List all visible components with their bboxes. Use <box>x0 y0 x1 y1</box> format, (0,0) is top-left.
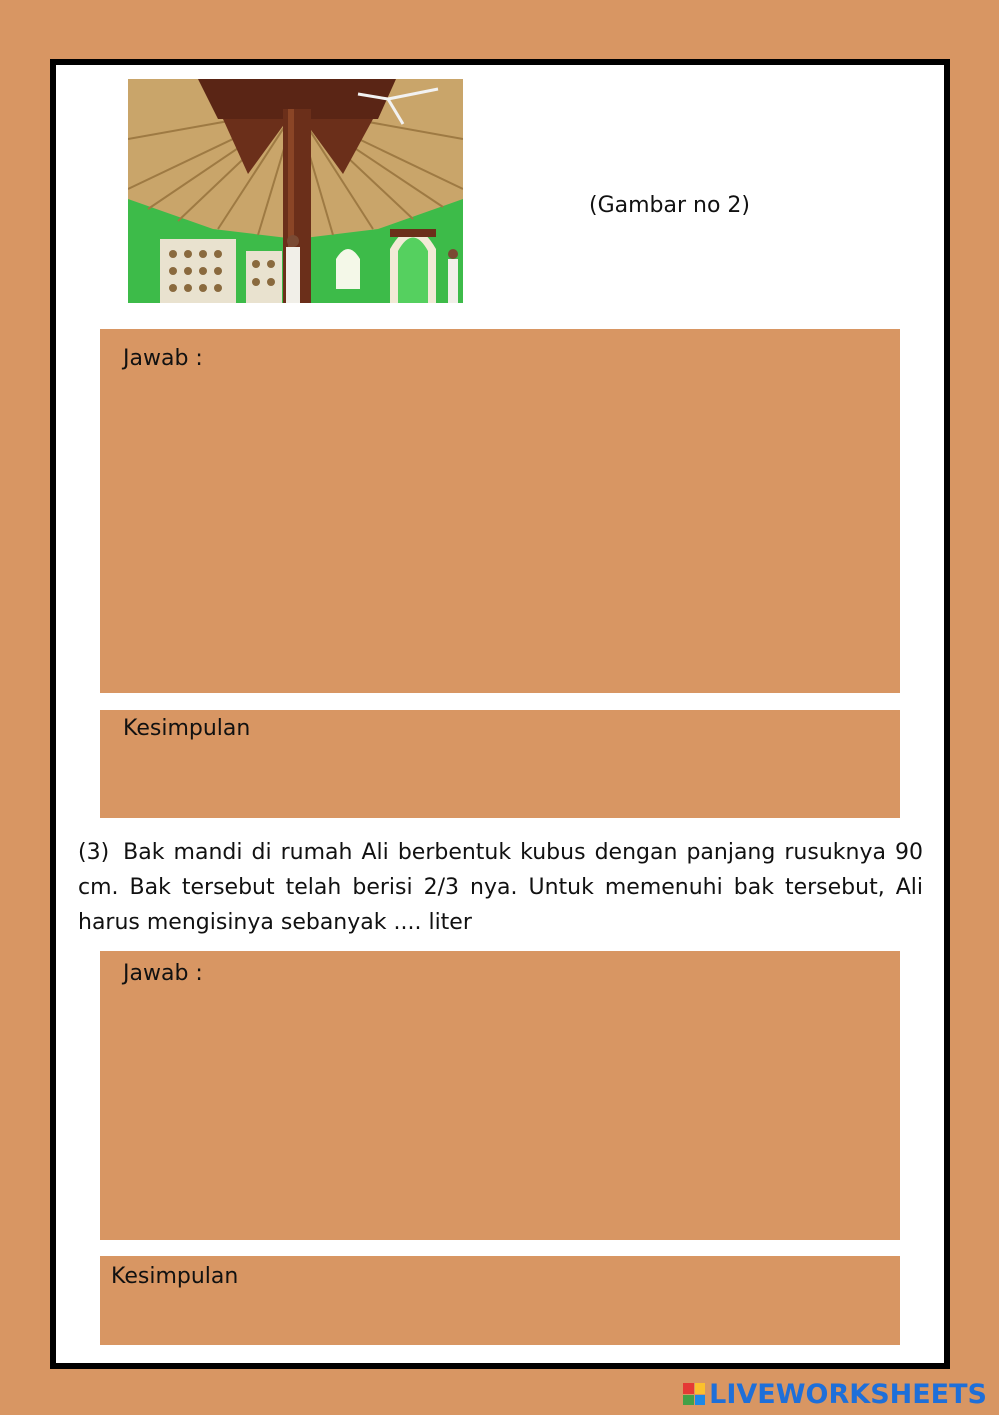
mosque-interior-photo <box>128 79 463 303</box>
answer-label: Jawab : <box>123 961 203 986</box>
answer-box-2[interactable] <box>100 329 900 693</box>
answer-box-3[interactable] <box>100 951 900 1240</box>
conclusion-box-3[interactable] <box>100 1256 900 1345</box>
question-3 <box>78 835 923 940</box>
liveworksheets-brand[interactable] <box>683 1379 987 1409</box>
worksheet-page <box>50 59 950 1369</box>
conclusion-label: Kesimpulan <box>111 1264 239 1289</box>
question-number: (3) <box>78 840 110 865</box>
answer-label: Jawab : <box>123 346 203 371</box>
image-caption: (Gambar no 2) <box>589 193 751 218</box>
conclusion-box-2[interactable] <box>100 710 900 818</box>
question-text: Bak mandi di rumah Ali berbentuk kubus dengan panjang rusuknya 90 cm. Bak tersebut telah berisi 2/3 nya. Untuk memenuhi bak tersebut, Ali harus mengisinya sebanyak .... liter <box>78 840 923 935</box>
brand-text: LIVEWORKSHEETS <box>709 1378 987 1410</box>
liveworksheets-logo-icon <box>683 1383 705 1405</box>
conclusion-label: Kesimpulan <box>123 716 251 741</box>
